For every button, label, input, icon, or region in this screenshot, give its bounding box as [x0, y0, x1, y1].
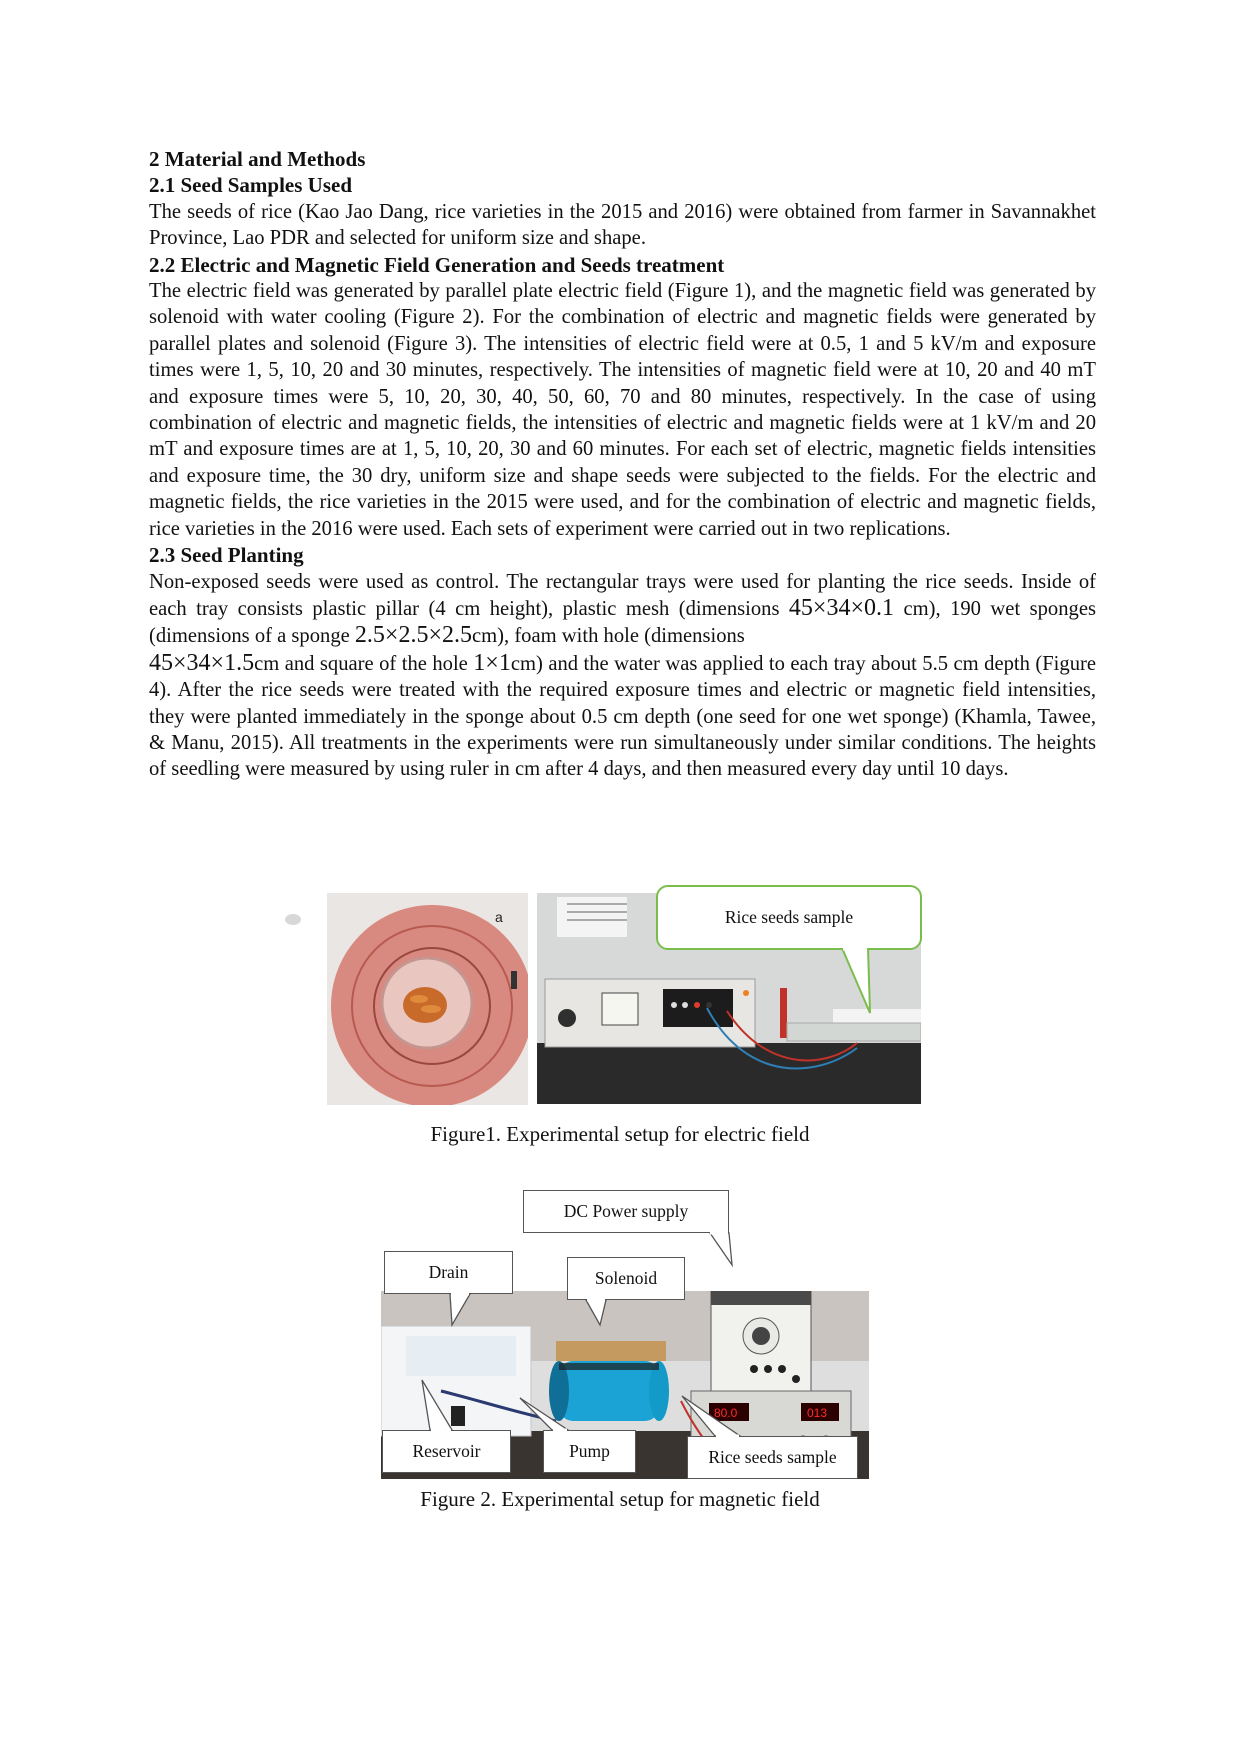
mesh-dimensions: 45×34×0.1: [788, 594, 894, 621]
solenoid-callout: Solenoid: [567, 1257, 685, 1300]
planting-text-c: cm), foam with hole (dimensions: [472, 625, 745, 648]
planting-text-d: cm and square of the hole: [254, 652, 474, 675]
voltage-readout: 013: [807, 1406, 828, 1420]
figure-2-pointers: [380, 1230, 870, 1480]
decorative-dot: [285, 914, 301, 925]
hole-dimensions: 1×1: [473, 649, 511, 676]
figure-1-caption: Figure1. Experimental setup for electric field: [430, 1122, 810, 1146]
reservoir-callout: Reservoir: [382, 1430, 511, 1473]
methods-text: [149, 146, 1096, 783]
paragraph-seed-planting: [149, 569, 1096, 783]
foam-dimensions: 45×34×1.5: [149, 649, 255, 676]
pump-callout: Pump: [543, 1430, 636, 1473]
rice-seeds-callout-fig2: Rice seeds sample: [687, 1436, 858, 1479]
planting-text-b: cm), 190 wet sponges (dimensions of a sponge: [149, 597, 1096, 648]
dc-power-supply-callout: DC Power supply: [523, 1190, 729, 1233]
planting-text-e: cm) and the water was applied to each tray about 5.5 cm depth (Figure 4). After the rice seeds were treated with the required exposure times and electric or magnetic field intensities, they were planted immediately in the sponge about 0.5 cm depth (one seed for one wet sponge) (Khamla, Tawee, & Manu, 2015). All treatments in the experiments were run simultaneously under similar conditions. The heights of seedling were measured by using ruler in cm after 4 days, and then measured every day until 10 days.: [149, 652, 1096, 781]
sponge-dimensions: 2.5×2.5×2.5: [354, 622, 472, 649]
figure-2-caption: Figure 2. Experimental setup for magnetic field: [420, 1487, 820, 1511]
current-readout: 80.0: [714, 1406, 738, 1420]
subsection-heading-2-3: 2.3 Seed Planting: [149, 543, 304, 568]
subsection-heading-2-2: 2.2 Electric and Magnetic Field Generation and Seeds treatment: [149, 252, 725, 277]
rice-seeds-callout-fig1: Rice seeds sample: [656, 885, 922, 950]
subsection-heading-2-1: 2.1 Seed Samples Used: [149, 173, 353, 198]
callout-pointer: [840, 948, 910, 1018]
figure-1-panel-label: a: [495, 909, 503, 925]
drain-callout: Drain: [384, 1251, 513, 1294]
section-heading: 2 Material and Methods: [149, 147, 366, 171]
paragraph-field-generation: The electric field was generated by parallel plate electric field (Figure 1), and the magnetic field was generated by solenoid with water cooling (Figure 2). For the combination of electric and magnetic fields were generated by parallel plates and solenoid (Figure 3). The intensities of electric field were at 0.5, 1 and 5 kV/m and exposure times were 1, 5, 10, 20 and 30 minutes, respectively. The intensities of magnetic field were at 10, 20 and 40 mT and exposure times were 5, 10, 20, 30, 40, 50, 60, 70 and 80 minutes, respectively. In the case of using combination of electric and magnetic fields, the intensities of electric and magnetic fields were at 1 kV/m and 20 mT and exposure times are at 1, 5, 10, 20, 30 and 60 minutes. For each set of electric, magnetic fields intensities and exposure time, the 30 dry, uniform size and shape seeds were subjected to the fields. For the electric and magnetic fields, the rice varieties in the 2015 were used, and for the combination of electric and magnetic fields, rice varieties in the 2016 were used. Each sets of experiment were carried out in two replications.: [149, 280, 1096, 540]
paragraph-seed-samples: The seeds of rice (Kao Jao Dang, rice varieties in the 2015 and 2016) were obtained from farmer in Savannakhet Province, Lao PDR and selected for uniform size and shape.: [149, 200, 1096, 250]
parallel-plate-photo: [327, 893, 528, 1105]
planting-text-a: Non-exposed seeds were used as control. The rectangular trays were used for planting the rice seeds. Inside of each tray consists plastic pillar (4 cm height), plastic mesh (dimensions: [149, 570, 1096, 620]
